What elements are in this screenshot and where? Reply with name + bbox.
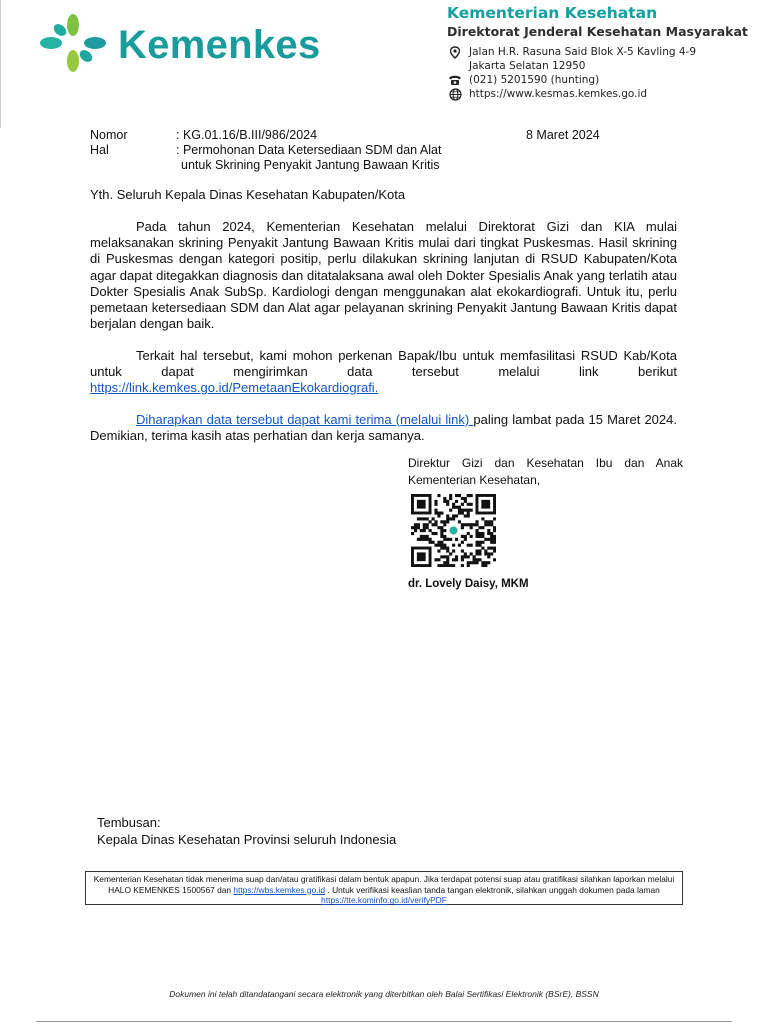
hal-label: Hal [90,143,109,157]
hal-value: : Permohonan Data Ketersediaan SDM dan Alat [176,143,442,157]
salutation: Yth. Seluruh Kepala Dinas Kesehatan Kabupaten/Kota [90,187,406,202]
tembusan-item: Kepala Dinas Kesehatan Provinsi seluruh Indonesia [97,832,397,847]
bsre-footer-note: Dokumen ini telah ditandatangani secara elektronik yang diterbitkan oleh Balai Sertifikasi Elektronik (BSrE), BSSN [169,989,599,999]
kemenkes-logo-icon [38,12,108,74]
phone-line: (021) 5201590 (hunting) [447,73,767,87]
website-line: https://www.kesmas.kemkes.go.id [447,87,767,101]
tembusan-label: Tembusan: [97,815,161,830]
paragraph-3: Diharapkan data tersebut dapat kami terima (melalui link) paling lambat pada 15 Maret 2024. Demikian, terima kasih atas perhatian dan kerja samanya. [90,412,677,444]
diharapkan-link[interactable]: Diharapkan data tersebut dapat kami terima (melalui link) [136,412,474,427]
hal-value-continued: untuk Skrining Penyakit Jantung Bawaan Kritis [181,158,440,172]
letter-meta [90,128,690,173]
location-pin-icon [447,45,463,59]
paragraph-1: Pada tahun 2024, Kementerian Kesehatan melalui Direktorat Gizi dan KIA mulai melaksanakan skrining Penyakit Jantung Bawaan Kritis mulai dari tingkat Puskesmas. Hasil skrining di Puskesmas dengan kategori positip, perlu dilakukan skrining lanjutan di RSUD Kabupaten/Kota agar dapat ditegakkan diagnosis dan ditatalaksana awal oleh Dokter Spesialis Anak yang terlatih atau Dokter Spesialis Anak SubSp. Kardiologi dengan menggunakan alat ekokardiografi. Untuk itu, perlu pemetaan ketersediaan SDM dan Alat agar pelayanan skrining Penyakit Jantung Bawaan Kritis dapat berjalan dengan baik. [90,219,677,332]
org-subtitle: Direktorat Jenderal Kesehatan Masyarakat [447,24,748,39]
letterhead-org-block [447,3,767,101]
letter-date: 8 Maret 2024 [526,128,600,142]
qr-code-icon [411,494,496,567]
paragraph-2: Terkait hal tersebut, kami mohon perkenan Bapak/Ibu untuk memfasilitasi RSUD Kab/Kota untuk dapat mengirimkan data tersebut melalui link berikut https://link.kemkes.go.id/PemetaanEkokardiografi. [90,348,677,396]
nomor-value: : KG.01.16/B.III/986/2024 [176,128,318,142]
address-line-2: Jakarta Selatan 12950 [469,60,586,72]
address-line: Jalan H.R. Rasuna Said Blok X-5 Kavling 4-9 [447,45,767,59]
anti-gratification-notice: Kementerian Kesehatan tidak menerima suap dan/atau gratifikasi dalam bentuk apapun. Jika terdapat potensi suap atau gratifikasi silahkan laporkan melalui HALO KEMENKES 1500567 dan https://wbs.kemkes.go.id . Untuk verifikasi keaslian tanda tangan elektronik, silahkan unggah dokumen pada laman https://tte.kominfo.go.id/verifyPDF [85,871,683,905]
left-edge-rule [0,0,1,128]
wbs-link[interactable]: https://wbs.kemkes.go.id [233,884,326,895]
org-name: Kementerian Kesehatan [447,4,658,22]
tte-verify-link[interactable]: https://tte.kominfo.go.id/verifyPDF [321,895,447,905]
globe-icon [447,87,463,101]
pemetaan-link[interactable]: https://link.kemkes.go.id/PemetaanEkokardiografi. [90,380,379,396]
signer-name: dr. Lovely Daisy, MKM [408,578,529,590]
bottom-rule [36,1021,732,1022]
logo-wordmark: Kemenkes [118,23,321,67]
phone-icon [447,73,463,87]
nomor-label: Nomor [90,128,128,142]
signature-title: Direktur Gizi dan Kesehatan Ibu dan Anak Kementerian Kesehatan, [408,456,683,487]
tembusan-block [97,814,396,848]
